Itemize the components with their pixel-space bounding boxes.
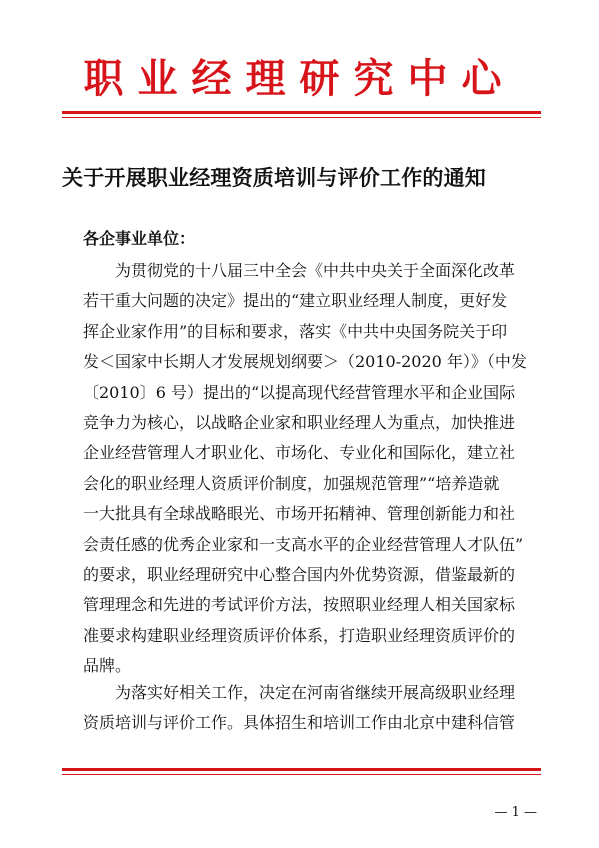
paragraph-line: 准要求构建职业经理资质评价体系，打造职业经理资质评价的 (83, 625, 516, 645)
paragraph-1 (83, 256, 535, 681)
paragraph-line: 〔2010〕6 号）提出的“以提高现代经营管理水平和企业国际 (83, 382, 516, 402)
letterhead-title: 职业经理研究中心 (83, 55, 516, 102)
paragraph-line: 管理理念和先进的考试评价方法，按照职业经理人相关国家标 (83, 595, 516, 615)
paragraph-line: 为贯彻党的十八届三中全会《中共中央关于全面深化改革 (115, 261, 516, 280)
paragraph-line: 竞争力为核心，以战略企业家和职业经理人为重点，加快推进 (83, 412, 516, 432)
paragraph-line: 发＜国家中长期人才发展规划纲要＞（2010-2020 年）》（中发 (83, 352, 527, 372)
paragraph-line: 挥企业家作用”的目标和要求，落实《中共中央国务院关于印 (83, 321, 508, 341)
paragraph-line: 为落实好相关工作，决定在河南省继续开展高级职业经理 (115, 683, 516, 702)
paragraph-line: 会化的职业经理人资质评价制度，加强规范管理”“培养造就 (83, 473, 500, 493)
paragraph-line: 的要求，职业经理研究中心整合国内外优势资源，借鉴最新的 (83, 564, 516, 584)
paragraph-line: 资质培训与评价工作。具体招生和培训工作由北京中建科信管 (83, 713, 516, 733)
header-rule-thick (62, 111, 541, 114)
salutation: 各企事业单位： (83, 229, 196, 248)
footer-rule-thick (62, 768, 541, 771)
page-number: — 1 — (494, 805, 537, 820)
paragraph-line: 若干重大问题的决定》提出的“建立职业经理人制度，更好发 (83, 291, 508, 311)
paragraph-line: 企业经营管理人才职业化、市场化、专业化和国际化，建立社 (83, 443, 516, 463)
header-rule-thin (62, 117, 541, 118)
footer-rule-thin (62, 774, 541, 775)
paragraph-line: 品牌。 (83, 656, 132, 676)
paragraph-line: 会责任感的优秀企业家和一支高水平的企业经营管理人才队伍” (83, 534, 524, 554)
paragraph-2 (83, 678, 535, 739)
paragraph-line: 一大批具有全球战略眼光、市场开拓精神、管理创新能力和社 (83, 504, 516, 524)
notice-title: 关于开展职业经理资质培训与评价工作的通知 (62, 165, 486, 190)
